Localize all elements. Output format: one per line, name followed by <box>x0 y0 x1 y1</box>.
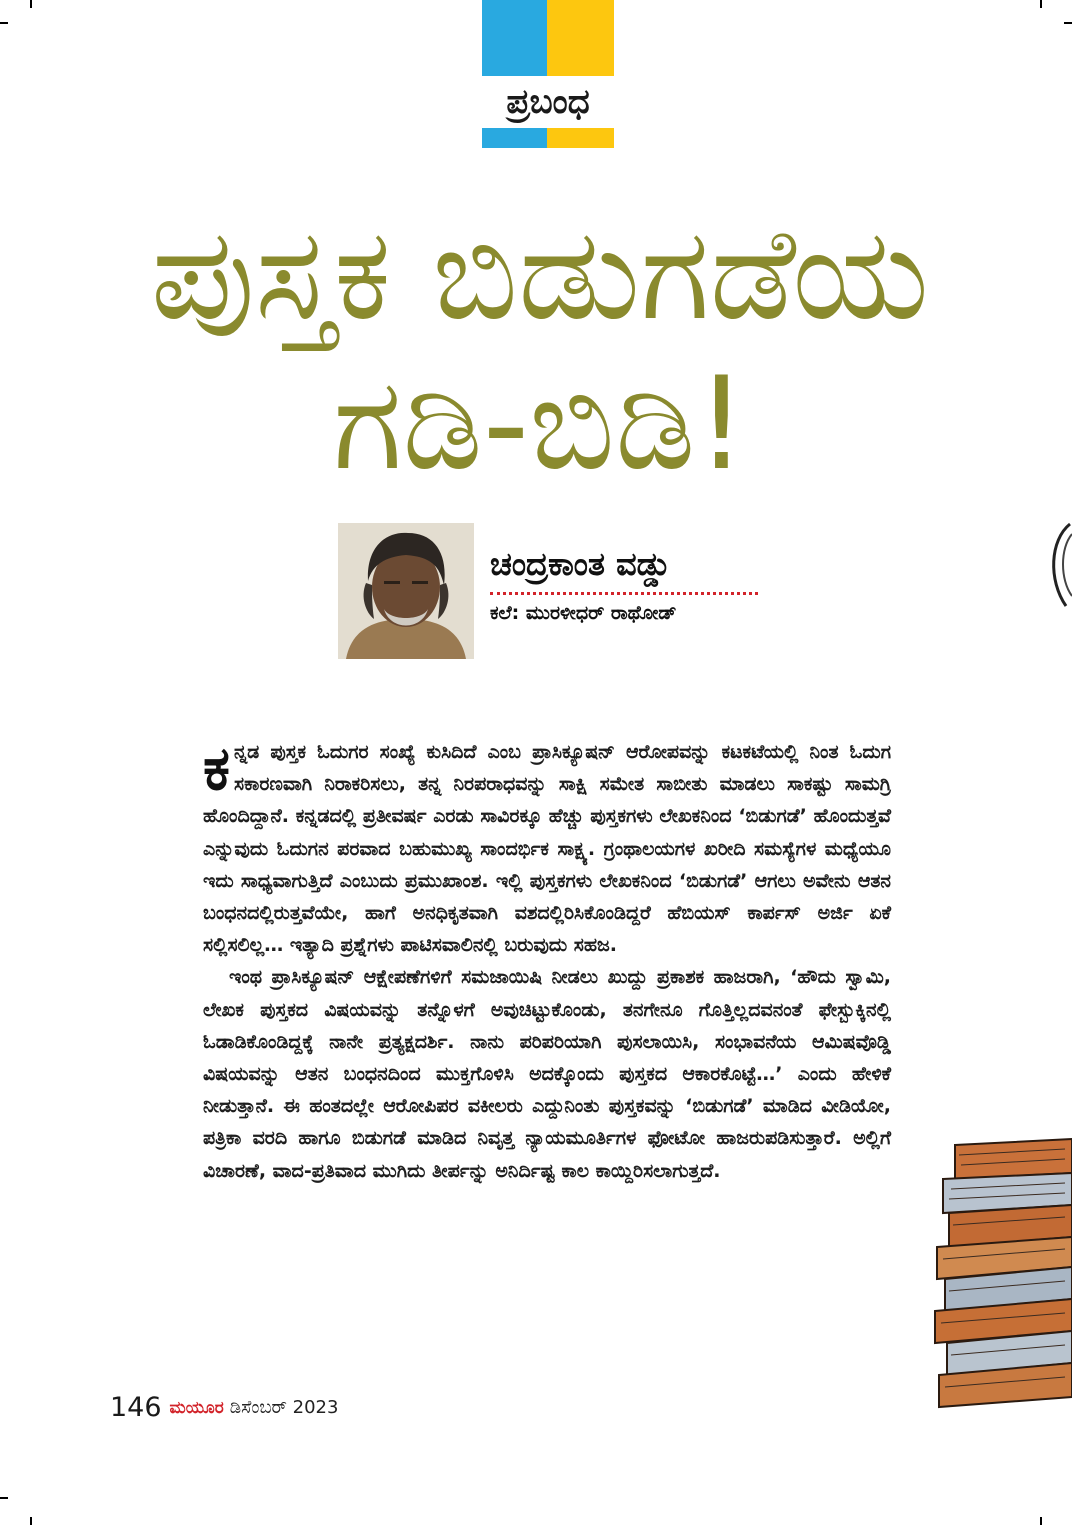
article-paragraph: ಕನ್ನಡ ಪುಸ್ತಕ ಓದುಗರ ಸಂಖ್ಯೆ ಕುಸಿದಿದೆ ಎಂಬ ಪ್ರಾಸಿಕ್ಯೂಷನ್ ಆರೋಪವನ್ನು ಕಟಕಟೆಯಲ್ಲಿ ನಿಂತ ಓದುಗ ಸಕಾರಣವಾಗಿ ನಿರಾಕರಿಸಲು, ತನ್ನ ನಿರಪರಾಧವನ್ನು ಸಾಕ್ಷಿ ಸಮೇತ ಸಾಬೀತು ಮಾಡಲು ಸಾಕಷ್ಟು ಸಾಮಗ್ರಿ ಹೊಂದಿದ್ದಾನೆ. ಕನ್ನಡದಲ್ಲಿ ಪ್ರತೀವರ್ಷ ಎರಡು ಸಾವಿರಕ್ಕೂ ಹೆಚ್ಚು ಪುಸ್ತಕಗಳು ಲೇಖಕನಿಂದ ‘ಬಿಡುಗಡೆ’ ಹೊಂದುತ್ತವೆ ಎನ್ನುವುದು ಓದುಗನ ಪರವಾದ ಬಹುಮುಖ್ಯ ಸಾಂದರ್ಭಿಕ ಸಾಕ್ಷ್ಯ. ಗ್ರಂಥಾಲಯಗಳ ಖರೀದಿ ಸಮಸ್ಯೆಗಳ ಮಧ್ಯೆಯೂ ಇದು ಸಾಧ್ಯವಾಗುತ್ತಿದೆ ಎಂಬುದು ಪ್ರಮುಖಾಂಶ. ಇಲ್ಲಿ ಪುಸ್ತಕಗಳು ಲೇಖಕನಿಂದ ‘ಬಿಡುಗಡೆ’ ಆಗಲು ಅವೇನು ಆತನ ಬಂಧನದಲ್ಲಿರುತ್ತವೆಯೇ, ಹಾಗೆ ಅನಧಿಕೃತವಾಗಿ ವಶದಲ್ಲಿರಿಸಿಕೊಂಡಿದ್ದರೆ ಹೆಬಿಯಸ್ ಕಾರ್ಪಸ್ ಅರ್ಜಿ ಏಕೆ ಸಲ್ಲಿಸಲಿಲ್ಲ… ಇತ್ಯಾದಿ ಪ್ರಶ್ನೆಗಳು ಪಾಟಿಸವಾಲಿನಲ್ಲಿ ಬರುವುದು ಸಹಜ. <box>203 734 891 957</box>
article-body <box>203 736 891 1187</box>
author-name: ಚಂದ್ರಕಾಂತ ವಡ್ಡು <box>490 545 671 583</box>
crop-mark <box>1064 22 1072 24</box>
author-photo <box>338 523 474 659</box>
margin-sketch-icon <box>1040 520 1072 610</box>
badge-yellow-block <box>547 0 614 76</box>
badge-blue-block <box>482 0 547 76</box>
section-badge <box>482 0 614 148</box>
page-number: 146 <box>110 1392 162 1423</box>
author-portrait-icon <box>338 523 474 659</box>
crop-mark <box>1040 1517 1042 1525</box>
drop-cap: ಕ <box>203 734 230 804</box>
headline-line-1: ಪುಸ್ತಕ ಬಿಡುಗಡೆಯ <box>150 200 930 349</box>
crop-mark <box>0 1497 8 1499</box>
article-paragraph: ಇಂಥ ಪ್ರಾಸಿಕ್ಯೂಷನ್ ಆಕ್ಷೇಪಣೆಗಳಿಗೆ ಸಮಜಾಯಿಷಿ ನೀಡಲು ಖುದ್ದು ಪ್ರಕಾಶಕ ಹಾಜರಾಗಿ, ‘ಹೌದು ಸ್ವಾಮಿ, ಲೇಖಕ ಪುಸ್ತಕದ ವಿಷಯವನ್ನು ತನ್ನೊಳಗೆ ಅವುಚಿಟ್ಟುಕೊಂಡು, ತನಗೇನೂ ಗೊತ್ತಿಲ್ಲದವನಂತೆ ಫೇಸ್ಬುಕ್ಕಿನಲ್ಲಿ ಓಡಾಡಿಕೊಂಡಿದ್ದಕ್ಕೆ ನಾನೇ ಪ್ರತ್ಯಕ್ಷದರ್ಶಿ. ನಾನು ಪರಿಪರಿಯಾಗಿ ಪುಸಲಾಯಿಸಿ, ಸಂಭಾವನೆಯ ಆಮಿಷವೊಡ್ಡಿ ವಿಷಯವನ್ನು ಆತನ ಬಂಧನದಿಂದ ಮುಕ್ತಗೊಳಿಸಿ ಅದಕ್ಕೊಂದು ಪುಸ್ತಕದ ಆಕಾರಕೊಟ್ಟೆ…’ ಎಂದು ಹೇಳಿಕೆ ನೀಡುತ್ತಾನೆ. ಈ ಹಂತದಲ್ಲೇ ಆರೋಪಿಪರ ವಕೀಲರು ಎದ್ದುನಿಂತು ಪುಸ್ತಕವನ್ನು ‘ಬಿಡುಗಡೆ’ ಮಾಡಿದ ವೀಡಿಯೋ, ಪತ್ರಿಕಾ ವರದಿ ಹಾಗೂ ಬಿಡುಗಡೆ ಮಾಡಿದ ನಿವೃತ್ತ ನ್ಯಾಯಮೂರ್ತಿಗಳ ಫೋಟೋ ಹಾಜರುಪಡಿಸುತ್ತಾರೆ. ಅಲ್ಲಿಗೆ ವಿಚಾರಣೆ, ವಾದ-ಪ್ರತಿವಾದ ಮುಗಿದು ತೀರ್ಪನ್ನು ಅನಿರ್ದಿಷ್ಟ ಕಾಲ ಕಾಯ್ದಿರಿಸಲಾಗುತ್ತದೆ. <box>203 966 891 1182</box>
page-footer <box>110 1392 338 1423</box>
magazine-name: ಮಯೂರ <box>169 1397 224 1418</box>
headline-line-2: ಗಡಿ-ಬಿಡಿ! <box>332 350 748 499</box>
badge-blue-strip <box>482 128 547 148</box>
crop-mark <box>30 0 32 8</box>
issue-date: ಡಿಸೆಂಬರ್ 2023 <box>229 1397 339 1418</box>
badge-yellow-strip <box>547 128 614 148</box>
crop-mark <box>30 1517 32 1525</box>
art-credit: ಕಲೆ: ಮುರಳೀಧರ್ ರಾಥೋಡ್ <box>490 602 677 624</box>
crop-mark <box>1040 0 1042 8</box>
book-stack-illustration-icon <box>925 1135 1072 1410</box>
crop-mark <box>0 22 8 24</box>
section-label: ಪ್ರಬಂಧ <box>506 82 590 122</box>
article-headline <box>60 200 1020 500</box>
byline-divider <box>490 592 758 595</box>
